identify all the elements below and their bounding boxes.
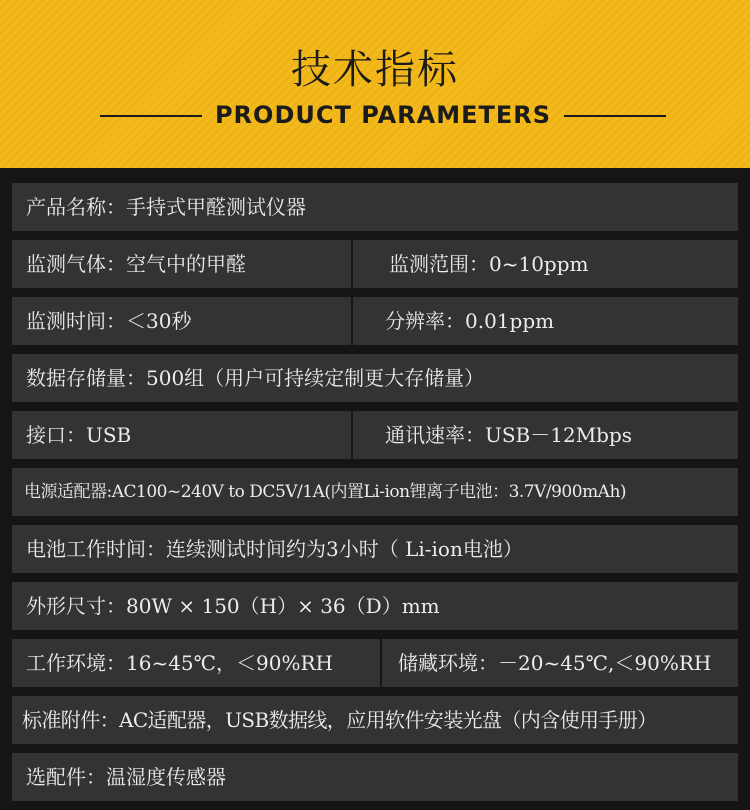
spec-row-optional — [12, 753, 738, 801]
spec-cell: 选配件：温湿度传感器 — [26, 765, 226, 789]
spec-row-battery — [12, 525, 738, 573]
spec-cell: 接口：USB — [26, 423, 132, 447]
spec-cell: 通讯速率：USB－12Mbps — [385, 423, 633, 447]
spec-row-interface — [12, 411, 738, 459]
spec-row-power-adapter — [12, 468, 738, 516]
spec-cell: 监测气体：空气中的甲醛 — [26, 252, 246, 276]
spec-cell: 外形尺寸：80W × 150（H）× 36（D）mm — [26, 594, 440, 618]
spec-cell: 储藏环境：－20~45℃,＜90%RH — [398, 651, 712, 675]
spec-cell: 标准附件：AC适配器，USB数据线，应用软件安装光盘（内含使用手册） — [22, 708, 657, 732]
page-subtitle: PRODUCT PARAMETERS — [214, 101, 552, 129]
header-banner — [0, 0, 750, 168]
spec-row-dimensions — [12, 582, 738, 630]
spec-cell: 工作环境：16~45℃，＜90%RH — [26, 651, 333, 675]
spec-cell: 电源适配器:AC100~240V to DC5V/1A(内置Li-ion锂离子电池：3.7V/900mAh) — [24, 482, 627, 502]
subtitle-row — [100, 98, 666, 132]
spec-cell: 分辨率：0.01ppm — [385, 309, 555, 333]
spec-cell: 监测时间：＜30秒 — [26, 309, 192, 333]
subtitle-line-left — [100, 115, 202, 117]
spec-cell: 产品名称：手持式甲醛测试仪器 — [26, 195, 306, 219]
spec-row-environment — [12, 639, 738, 687]
subtitle-line-right — [564, 115, 666, 117]
spec-row-gas-range — [12, 240, 738, 288]
spec-row-time-resolution — [12, 297, 738, 345]
spec-cell: 电池工作时间：连续测试时间约为3小时（ Li-ion电池） — [26, 537, 523, 561]
spec-row-product-name — [12, 183, 738, 231]
spec-cell: 数据存储量：500组（用户可持续定制更大存储量） — [26, 366, 485, 390]
spec-cell: 监测范围：0~10ppm — [389, 252, 589, 276]
spec-row-accessories — [12, 696, 738, 744]
spec-row-storage — [12, 354, 738, 402]
page-title: 技术指标 — [291, 47, 459, 93]
